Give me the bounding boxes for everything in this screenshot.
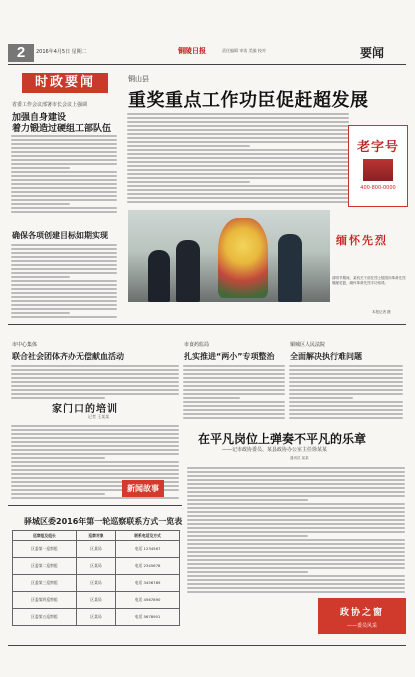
table-row	[13, 558, 180, 575]
contact-table	[12, 530, 180, 626]
text-line	[11, 473, 179, 475]
text-line	[11, 175, 117, 177]
feature-byline: 通讯员 某某	[290, 456, 309, 460]
text-line	[11, 493, 105, 495]
text-line	[289, 409, 403, 411]
text-line	[127, 173, 349, 175]
text-line	[127, 137, 349, 139]
text-line	[11, 469, 179, 471]
text-line	[11, 465, 179, 467]
table-row	[13, 592, 180, 609]
ad-phone: 400-800-0000	[360, 185, 396, 191]
text-line	[127, 161, 349, 163]
feature-subhead: ——记市政协委员、某县政协办公室主任徐某某	[222, 447, 328, 453]
text-line	[11, 167, 70, 169]
text-line	[183, 385, 285, 387]
left-story-1-headline-2: 着力锻造过硬组工部队伍	[12, 124, 112, 134]
text-line	[187, 535, 308, 537]
table-cell: 区委第三巡察组	[13, 575, 77, 592]
text-line	[187, 591, 405, 593]
photo-person-2	[176, 240, 200, 302]
text-line	[11, 211, 117, 213]
text-line	[183, 389, 285, 391]
text-line	[11, 139, 117, 141]
text-line	[183, 381, 285, 383]
text-line	[187, 579, 405, 581]
text-line	[187, 487, 405, 489]
left-story-1-body	[10, 134, 118, 214]
text-line	[11, 183, 117, 185]
editors-line: 责任编辑 审读 美编 校对	[222, 48, 266, 53]
masthead-rule	[8, 64, 406, 65]
page-number-badge: 2	[8, 44, 34, 62]
table-cell: 区委第一巡察组	[13, 541, 77, 558]
ad-headline: 老字号	[356, 140, 399, 155]
photo-person-1	[148, 250, 170, 302]
text-line	[11, 397, 105, 399]
paper-name: 铜陵日报	[178, 46, 206, 55]
text-line	[11, 477, 179, 479]
text-line	[187, 539, 405, 541]
text-line	[11, 203, 70, 205]
table-cell: 电话 2345678	[116, 558, 180, 575]
text-line	[11, 316, 117, 318]
date-line: 2016年4月5日 星期二	[36, 49, 87, 55]
text-line	[127, 185, 349, 187]
text-line	[289, 373, 403, 375]
text-line	[127, 117, 349, 119]
mid-right-kicker: 铜城区人民法院	[290, 342, 326, 348]
text-line	[183, 401, 285, 403]
column-box	[318, 598, 406, 634]
text-line	[11, 135, 117, 137]
text-line	[289, 413, 403, 415]
text-line	[183, 393, 285, 395]
mid-right-headline: 全面解决执行难问题	[290, 352, 362, 361]
text-line	[11, 425, 179, 427]
section-rule-1	[8, 324, 406, 325]
text-line	[187, 523, 405, 525]
table-cell: 电话 5678901	[116, 609, 180, 626]
text-line	[11, 264, 117, 266]
text-line	[11, 171, 117, 173]
text-line	[11, 461, 179, 463]
text-line	[11, 497, 179, 499]
text-line	[11, 191, 117, 193]
text-line	[127, 141, 349, 143]
text-line	[187, 543, 405, 545]
text-line	[187, 511, 405, 513]
text-line	[289, 401, 403, 403]
text-line	[187, 531, 405, 533]
mid-center-body	[182, 364, 286, 419]
left-story-1-kicker: 省委工作会议部署市长会议上强调	[12, 102, 88, 108]
photo-title: 缅怀先烈	[336, 234, 388, 247]
text-line	[187, 491, 405, 493]
text-line	[183, 417, 285, 419]
photo-credit: 本报记者 摄	[372, 310, 391, 314]
feature-body	[186, 466, 406, 596]
top-story-kicker: 铜山县	[128, 75, 149, 83]
text-line	[11, 377, 179, 379]
text-line	[127, 153, 349, 155]
text-line	[127, 145, 250, 147]
family-story-headline: 家门口的培训	[52, 404, 118, 415]
text-line	[11, 155, 117, 157]
text-line	[187, 503, 405, 505]
text-line	[289, 397, 353, 399]
text-line	[127, 165, 349, 167]
text-line	[187, 475, 405, 477]
table-header-row	[13, 531, 180, 541]
text-line	[289, 405, 403, 407]
photo-person-3	[278, 234, 302, 302]
table-header-cell: 巡察对象	[76, 531, 115, 541]
top-story-body	[126, 112, 350, 204]
table-cell: 电话 3456789	[116, 575, 180, 592]
text-line	[11, 280, 117, 282]
text-line	[11, 304, 117, 306]
text-line	[11, 179, 117, 181]
feature-headline: 在平凡岗位上弹奏不平凡的乐章	[198, 432, 367, 446]
table-row	[13, 609, 180, 626]
text-line	[289, 365, 403, 367]
text-line	[127, 193, 349, 195]
news-photo	[128, 210, 330, 302]
text-line	[11, 393, 179, 395]
text-line	[11, 187, 117, 189]
text-line	[11, 373, 179, 375]
text-line	[11, 159, 117, 161]
text-line	[187, 467, 405, 469]
text-line	[187, 515, 405, 517]
table-cell: 电话 4567890	[116, 592, 180, 609]
text-line	[11, 260, 117, 262]
left-story-1-headline-1: 加强自身建设	[12, 113, 67, 123]
table-header-cell: 巡察组及组长	[13, 531, 77, 541]
text-line	[187, 555, 405, 557]
table-cell: 区委第二巡察组	[13, 558, 77, 575]
bottom-rule	[8, 645, 406, 646]
table-row	[13, 541, 180, 558]
text-line	[289, 389, 403, 391]
text-line	[11, 248, 117, 250]
text-line	[289, 381, 403, 383]
text-line	[127, 121, 349, 123]
text-line	[127, 125, 349, 127]
text-line	[11, 445, 179, 447]
text-line	[11, 143, 117, 145]
text-line	[11, 429, 179, 431]
left-story-2-headline: 确保各项创建目标如期实现	[12, 231, 108, 240]
text-line	[11, 244, 117, 246]
text-line	[127, 129, 349, 131]
text-line	[187, 575, 405, 577]
photo-caption: 清明节期间，某机关干部在烈士陵园向革命先烈敬献花篮，缅怀革命先烈丰功伟绩。	[332, 276, 406, 285]
text-line	[11, 449, 179, 451]
text-line	[183, 397, 240, 399]
text-line	[187, 495, 405, 497]
text-line	[11, 195, 117, 197]
family-story-byline: 记者 王某某	[88, 414, 110, 419]
left-story-2-body	[10, 243, 118, 318]
text-line	[187, 471, 405, 473]
table-title: 驿城区委2016年第一轮巡察联系方式一览表	[24, 517, 183, 526]
mid-center-headline: 扎实推进“两小”专项整治	[184, 352, 275, 361]
text-line	[11, 268, 117, 270]
text-line	[289, 417, 403, 419]
text-line	[187, 583, 405, 585]
text-line	[11, 163, 117, 165]
text-line	[187, 567, 405, 569]
text-line	[11, 433, 179, 435]
text-line	[183, 409, 285, 411]
text-line	[187, 483, 405, 485]
text-line	[11, 252, 117, 254]
column-box-title: 政协之窗	[339, 608, 384, 618]
text-line	[183, 377, 285, 379]
text-line	[11, 288, 117, 290]
table-row	[13, 575, 180, 592]
text-line	[187, 507, 405, 509]
text-line	[187, 587, 405, 589]
text-line	[187, 559, 405, 561]
mid-left-kicker: 市中心集体	[12, 342, 38, 348]
table-cell: 区某局	[76, 592, 115, 609]
text-line	[11, 385, 179, 387]
text-line	[187, 547, 405, 549]
top-story-headline: 重奖重点工作功臣促赶超发展	[128, 90, 369, 111]
text-line	[127, 133, 349, 135]
text-line	[183, 413, 285, 415]
text-line	[127, 157, 349, 159]
mid-center-kicker: 市食药监局	[184, 342, 210, 348]
text-line	[127, 189, 349, 191]
section-rule-2	[8, 505, 182, 506]
text-line	[11, 276, 70, 278]
text-line	[127, 113, 349, 115]
text-line	[11, 381, 179, 383]
text-line	[11, 308, 117, 310]
text-line	[127, 197, 349, 199]
text-line	[127, 181, 250, 183]
photo-wreath	[218, 218, 268, 298]
table-header-cell: 联系电话及方式	[116, 531, 180, 541]
text-line	[187, 527, 405, 529]
table-cell: 区某局	[76, 575, 115, 592]
text-line	[289, 377, 403, 379]
text-line	[289, 393, 403, 395]
table-cell: 区委第五巡察组	[13, 609, 77, 626]
text-line	[11, 453, 179, 455]
table-cell: 区委第四巡察组	[13, 592, 77, 609]
text-line	[11, 272, 117, 274]
text-line	[187, 563, 405, 565]
text-line	[183, 373, 285, 375]
text-line	[11, 437, 179, 439]
text-line	[183, 369, 285, 371]
text-line	[11, 312, 70, 314]
text-line	[127, 177, 349, 179]
text-line	[289, 369, 403, 371]
text-line	[183, 405, 285, 407]
banner-shi-zheng-yao-wen: 时政要闻	[22, 73, 108, 93]
mid-left-body	[10, 364, 180, 400]
text-line	[187, 571, 308, 573]
table-cell: 电话 1234567	[116, 541, 180, 558]
text-line	[289, 385, 403, 387]
text-line	[187, 519, 405, 521]
text-line	[187, 551, 405, 553]
text-line	[11, 199, 117, 201]
mid-left-headline: 联合社会团体齐办无偿献血活动	[12, 352, 124, 361]
text-line	[11, 296, 117, 298]
text-line	[11, 300, 117, 302]
text-line	[11, 441, 179, 443]
text-line	[127, 169, 349, 171]
section-title: 要闻	[360, 46, 385, 60]
news-story-tag: 新闻故事	[122, 480, 164, 497]
text-line	[11, 292, 117, 294]
column-box-subtitle: ——委员风采	[346, 623, 377, 629]
text-line	[11, 256, 117, 258]
advertisement	[348, 125, 408, 207]
table-cell: 区某局	[76, 541, 115, 558]
text-line	[127, 201, 349, 203]
text-line	[11, 457, 105, 459]
text-line	[11, 365, 179, 367]
text-line	[11, 284, 117, 286]
text-line	[11, 151, 117, 153]
text-line	[183, 365, 285, 367]
text-line	[187, 479, 405, 481]
table-cell: 区某局	[76, 609, 115, 626]
text-line	[11, 207, 117, 209]
ad-building-image	[363, 159, 393, 181]
mid-right-body	[288, 364, 404, 419]
text-line	[11, 147, 117, 149]
text-line	[11, 389, 179, 391]
text-line	[11, 369, 179, 371]
text-line	[127, 149, 349, 151]
text-line	[187, 499, 308, 501]
table-cell: 区某局	[76, 558, 115, 575]
